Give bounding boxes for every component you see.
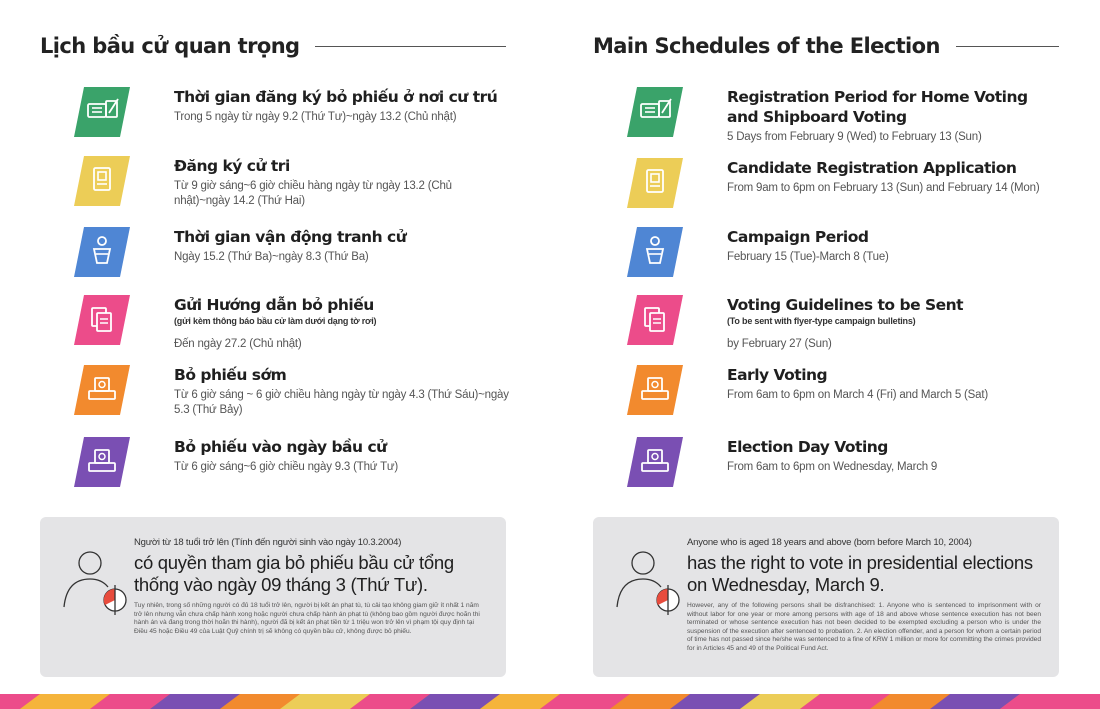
schedule-item xyxy=(40,156,510,216)
item-title: Đăng ký cử tri xyxy=(174,157,290,175)
item-title: Early Voting xyxy=(727,366,828,384)
heading-row xyxy=(593,34,1059,58)
item-subtitle: (To be sent with flyer-type campaign bulletins) xyxy=(727,316,916,326)
item-desc: Từ 6 giờ sáng~6 giờ chiều ngày 9.3 (Thứ Tư) xyxy=(174,461,399,473)
note-fine-print: Tuy nhiên, trong số những người có đủ 18 tuổi trở lên, người bị kết án phạt tù, tù cải tạo không giam giữ ít nhất 1 năm trở lên nhưng vẫn chưa chấp hành xong hoặc người chưa chấp hành án phạt tù (không bao gồm người được hoãn thi hành án và đang trong thời hoãn thi hành), người đã bị kết án phạt tiền từ 1 triệu won trở lên vì phạm tội quy định tại Điều 45 hoặc Điều 49 của Luật Quỹ chính trị sẽ không có quyền bầu cử, không được bỏ phiếu. xyxy=(134,602,480,635)
registration-form-icon xyxy=(627,158,683,208)
note-fine-print: However, any of the following persons shall be disfranchised: 1. Anyone who is sentenced to imprisonment with or without labor for one year or more among persons with age of 18 and above whose sentence execution has not been terminated or whose sentence execution has not been decided to be exempted excluding a person who is under the suspension of the execution after sentenced to probation. 2. An election offender, and a person for whom a certain period of time has not passed since he/she was sentenced to a fine of KRW 1 million or more for committing the crimes provided for in Articles 45 and 49 of the Political Fund Act. xyxy=(687,602,1041,652)
documents-icon xyxy=(627,295,683,345)
item-desc: February 15 (Tue)-March 8 (Tue) xyxy=(727,251,889,263)
item-title: Candidate Registration Application xyxy=(727,159,1017,177)
item-desc: From 6am to 6pm on Wednesday, March 9 xyxy=(727,461,938,473)
item-subtitle: (gửi kèm thông báo bầu cử làm dưới dạng tờ rơi) xyxy=(174,316,377,326)
speaker-podium-icon xyxy=(627,227,683,277)
item-title: Thời gian vận động tranh cử xyxy=(174,228,407,246)
item-desc: From 6am to 6pm on March 4 (Fri) and March 5 (Sat) xyxy=(727,389,988,401)
ballot-card-icon xyxy=(627,87,683,137)
ballot-box-icon xyxy=(627,437,683,487)
item-desc: Ngày 15.2 (Thứ Ba)~ngày 8.3 (Thứ Ba) xyxy=(174,251,369,263)
item-title: Gửi Hướng dẫn bỏ phiếu xyxy=(174,296,374,314)
schedule-item xyxy=(593,295,1063,355)
ballot-box-icon xyxy=(74,437,130,487)
item-title: Thời gian đăng ký bỏ phiếu ở nơi cư trú xyxy=(174,88,498,106)
ballot-box-icon xyxy=(74,365,130,415)
item-desc: Đến ngày 27.2 (Chủ nhật) xyxy=(174,338,302,350)
documents-icon xyxy=(74,295,130,345)
ballot-box-icon xyxy=(627,365,683,415)
page-title: Lịch bầu cử quan trọng xyxy=(40,34,300,58)
voter-person-icon xyxy=(613,545,683,615)
schedule-item xyxy=(593,87,1063,147)
eligibility-note xyxy=(593,517,1059,677)
item-title: Bỏ phiếu vào ngày bầu cử xyxy=(174,438,387,456)
schedule-item xyxy=(593,365,1063,425)
schedule-item xyxy=(40,365,510,425)
eligibility-note xyxy=(40,517,506,677)
schedule-item xyxy=(593,227,1063,287)
page-title: Main Schedules of the Election xyxy=(593,34,940,58)
voter-person-icon xyxy=(60,545,130,615)
item-title: Registration Period for Home Voting and Shipboard Voting xyxy=(727,88,1028,126)
schedule-item xyxy=(40,295,510,355)
schedule-item xyxy=(40,227,510,287)
note-eligibility-line: Người từ 18 tuổi trở lên (Tính đến người sinh vào ngày 10.3.2004) xyxy=(134,537,402,548)
item-title: Campaign Period xyxy=(727,228,869,246)
item-title: Voting Guidelines to be Sent xyxy=(727,296,964,314)
decorative-bottom-band xyxy=(0,694,1100,709)
note-headline: có quyền tham gia bỏ phiếu bầu cử tổng thống vào ngày 09 tháng 3 (Thứ Tư). xyxy=(134,552,454,595)
note-headline: has the right to vote in presidential elections on Wednesday, March 9. xyxy=(687,552,1033,595)
item-title: Election Day Voting xyxy=(727,438,888,456)
item-desc: Từ 6 giờ sáng ~ 6 giờ chiều hàng ngày từ ngày 4.3 (Thứ Sáu)~ngày 5.3 (Thứ Bảy) xyxy=(174,389,509,416)
schedule-column-vietnamese xyxy=(40,0,510,690)
schedule-item xyxy=(40,87,510,147)
schedule-item xyxy=(593,437,1063,497)
item-desc: Trong 5 ngày từ ngày 9.2 (Thứ Tư)~ngày 13.2 (Chủ nhật) xyxy=(174,111,457,123)
speaker-podium-icon xyxy=(74,227,130,277)
schedule-column-english xyxy=(593,0,1063,690)
heading-row xyxy=(40,34,506,58)
schedule-item xyxy=(40,437,510,497)
schedule-item xyxy=(593,158,1063,218)
item-desc: Từ 9 giờ sáng~6 giờ chiều hàng ngày từ ngày 13.2 (Chủ nhật)~ngày 14.2 (Thứ Hai) xyxy=(174,180,452,207)
note-eligibility-line: Anyone who is aged 18 years and above (born before March 10, 2004) xyxy=(687,537,972,548)
item-desc: 5 Days from February 9 (Wed) to February 13 (Sun) xyxy=(727,131,982,143)
title-rule xyxy=(956,46,1059,47)
registration-form-icon xyxy=(74,156,130,206)
title-rule xyxy=(315,46,506,47)
item-title: Bỏ phiếu sớm xyxy=(174,366,287,384)
item-desc: From 9am to 6pm on February 13 (Sun) and February 14 (Mon) xyxy=(727,182,1040,194)
ballot-card-icon xyxy=(74,87,130,137)
item-desc: by February 27 (Sun) xyxy=(727,338,832,350)
